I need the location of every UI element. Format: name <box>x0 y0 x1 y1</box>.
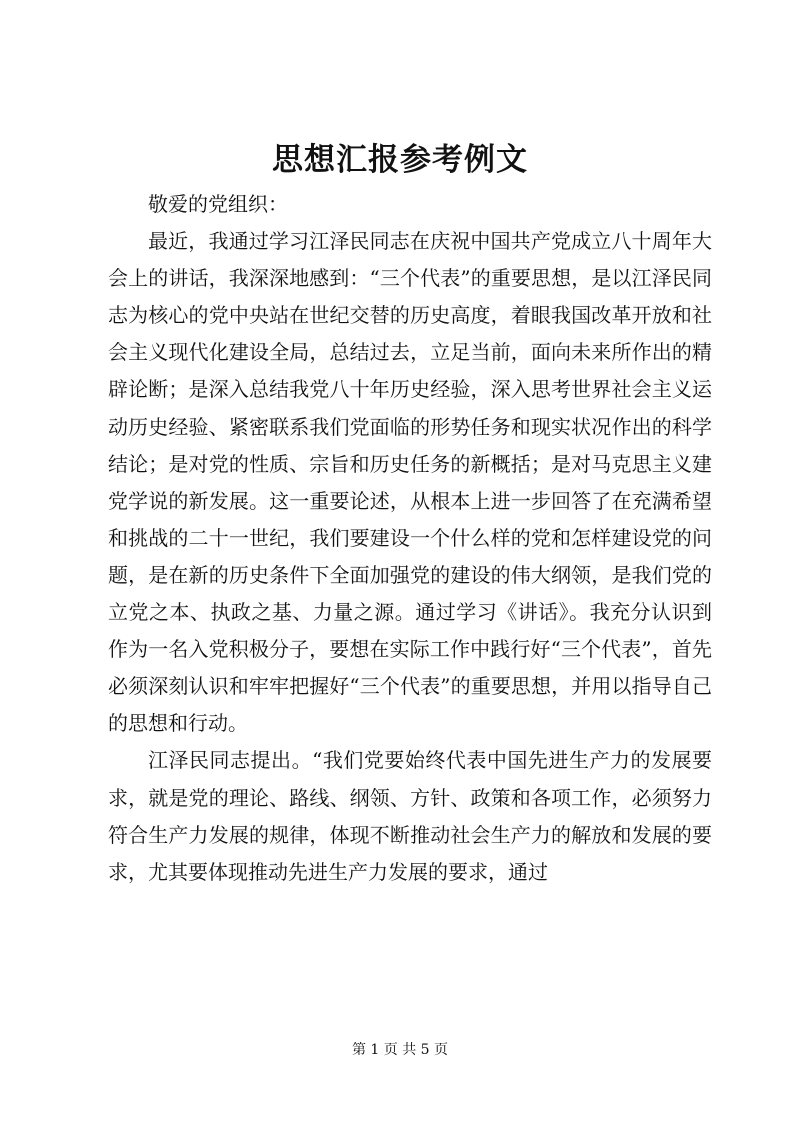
paragraph-2: 江泽民同志提出。“我们党要始终代表中国先进生产力的发展要求，就是党的理论、路线、纲领、方针、政策和各项工作，必须努力符合生产力发展的规律，体现不断推动社会生产力的解放和发展的要求，尤其要体现推动先进生产力发展的要求，通过 <box>108 748 712 884</box>
salutation: 敬爱的党组织： <box>148 192 288 216</box>
document-title: 思想汇报参考例文 <box>272 142 528 178</box>
document-body <box>108 186 712 891</box>
page-footer: 第 1 页 共 5 页 <box>351 1042 449 1058</box>
paragraph-1: 最近，我通过学习江泽民同志在庆祝中国共产党成立八十周年大会上的讲话，我深深地感到：“三个代表”的重要思想，是以江泽民同志为核心的党中央站在世纪交替的历史高度，着眼我国改革开放和社会主义现代化建设全局，总结过去，立足当前，面向未来所作出的精辟论断；是深入总结我党八十年历史经验，深入思考世界社会主义运动历史经验、紧密联系我们党面临的形势任务和现实状况作出的科学结论；是对党的性质、宗旨和历史任务的新概括；是对马克思主义建党学说的新发展。这一重要论述，从根本上进一步回答了在充满希望和挑战的二十一世纪，我们要建设一个什么样的党和怎样建设党的问题，是在新的历史条件下全面加强党的建设的伟大纲领，是我们党的立党之本、执政之基、力量之源。通过学习《讲话》。我充分认识到作为一名入党积极分子，要想在实际工作中践行好“三个代表”，首先必须深刻认识和牢牢把握好“三个代表”的重要思想，并用以指导自己的思想和行动。 <box>108 229 712 736</box>
